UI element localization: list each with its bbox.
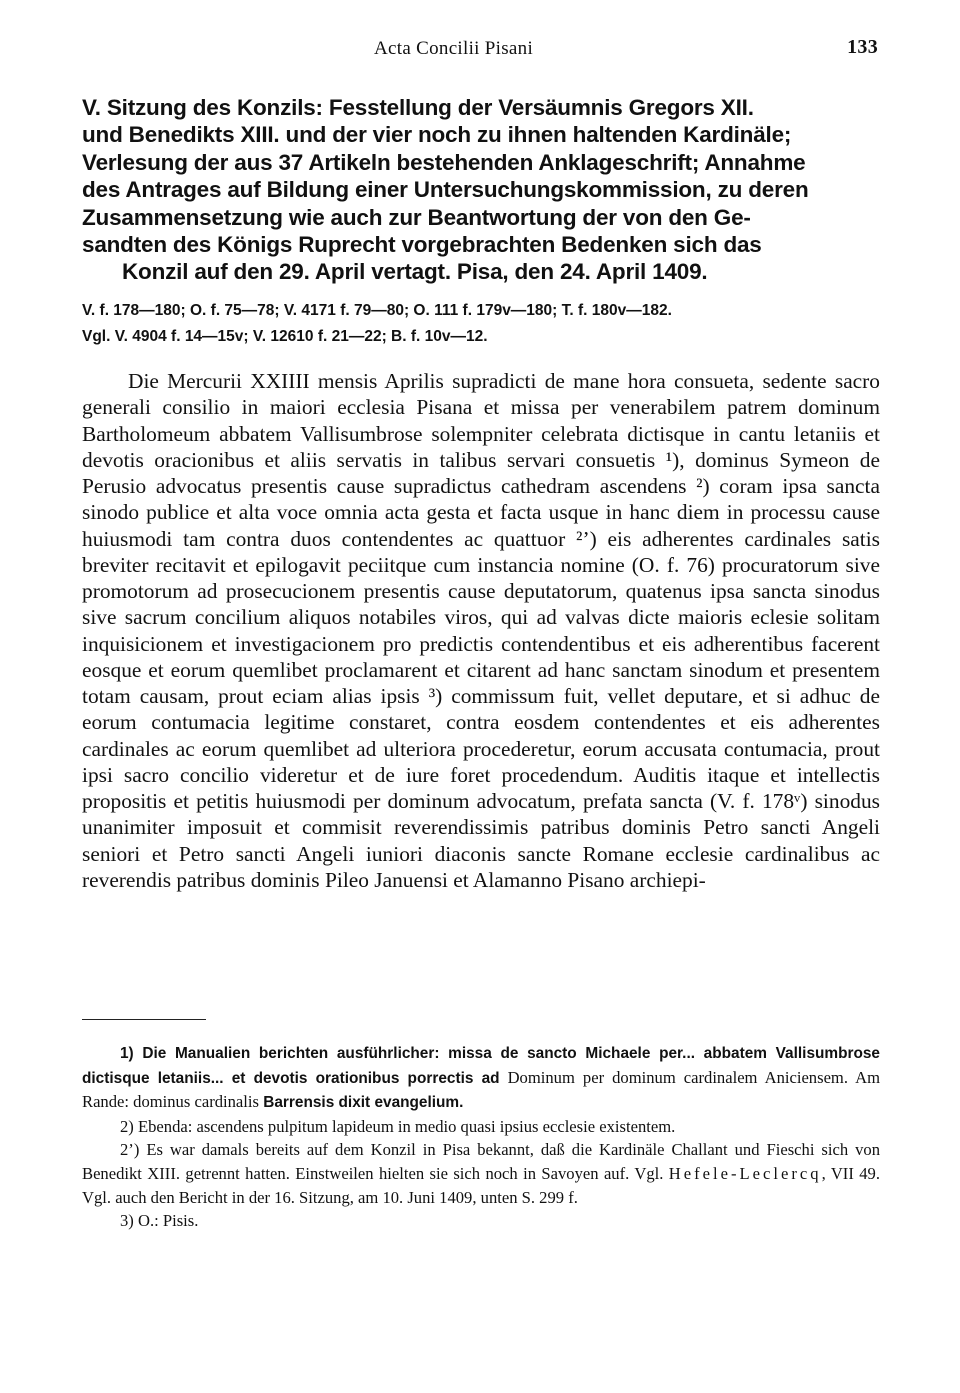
sources-line: Vgl. V. 4904 f. 14—15v; V. 12610 f. 21—22; B. f. 10v—12. <box>82 328 488 345</box>
footnote-2-prime-text-end: , VII 49. Vgl. auch den Bericht in der 16. Sitzung, am 10. Juni 1409, unten S. 299 f. <box>82 1163 880 1207</box>
heading-line: V. Sitzung des Konzils: Fesstellung der Versäumnis Gregors XII. <box>82 95 754 120</box>
heading-line: des Antrages auf Bildung einer Untersuchungskommission, zu deren <box>82 177 809 203</box>
author-reference: Hefele-Leclercq <box>668 1163 822 1183</box>
heading-line: und Benedikts XIII. und der vier noch zu ihnen haltenden Kardinäle; <box>82 122 792 148</box>
running-title: Acta Concilii Pisani <box>374 38 534 59</box>
footnote-1-text: Dominum per dominum cardinalem Aniciensem. Am Rande: dominus cardinalis <box>82 1067 880 1112</box>
body-paragraph: Die Mercurii XXIIII mensis Aprilis supradicti de mane hora consueta, sedente sacro generali consilio in maiori ecclesia Pisana et missa per venerabilem patrem dominum Bartholomeum abbatem Vallisumbrose solempniter celebrata dictisque in cantu letaniis et devotis oracionibus et aliis servatis in talibus servari consuetis ¹), dominus Symeon de Perusio advocatus presentis cause supradictus cathedram ascendens ²) coram ipsa sancta sinodo publice et alta voce omnia acta gesta et facta usque in hanc diem in processu cause huiusmodi tam contra duos contendentes ac quattuor ²’) eis adherentes cardinales satis breviter recitavit et epilogavit peciitque cum instancia nomine (O. f. 76) procuratorum sive promotorum ad prosecucionem presentis cause deputatorum, quatenus ipsa sancta sinodus sive sacrum concilium aliquos notabiles viros, qui ad valvas dicte maioris eclesie solitam inquisicionem et investigacionem pro predictis contendentibus et eis adherentibus facerent eosque et eorum quemlibet proclamarent et citarent ad hanc sanctam sinodum et presentem totam causam, prout eciam alias ipsis ³) commissum fuit, vellet deputare, et si adhuc de eorum contumacia legitime constaret, contra eosdem contendentes et eis adherentes cardinales ac eorum quemlibet ad ulteriora procederetur, eorum accusata contumacia, prout ipsi sacro concilio videretur et de iure foret procedendum. Auditis itaque et intellectis propositis et petitis huiusmodi per dominum advocatum, prefata sancta (V. f. 178ᵛ) sinodus unanimiter imposuit et commisit reverendissimis patribus dominis Petro sancti Angeli seniori et Petro sancti Angeli iuniori diaconis sancte Romane ecclesie cardinalibus ac reverendis patribus dominis Pileo Januensi et Alamanno Pisano archiepi- <box>82 369 880 892</box>
heading-line: Verlesung der aus 37 Artikeln bestehenden Anklageschrift; Annahme <box>82 149 806 175</box>
footnote-1-bold-end: Barrensis dixit evangelium. <box>258 1094 464 1112</box>
heading-line: Zusammensetzung wie auch zur Beantwortung der von den Ge- <box>82 204 751 230</box>
footnotes <box>82 1041 880 1233</box>
page-header <box>82 36 880 66</box>
main-text <box>82 368 880 893</box>
session-heading <box>82 94 880 286</box>
manuscript-sources <box>82 298 880 350</box>
footnote-2-prime <box>82 1138 880 1209</box>
heading-line: sandten des Königs Ruprecht vorgebrachten Bedenken sich das <box>82 232 762 258</box>
footnote-2: 2) Ebenda: ascendens pulpitum lapideum in medio quasi ipsius ecclesie existentem. <box>120 1116 676 1136</box>
footnote-separator <box>82 1019 206 1020</box>
heading-line: Konzil auf den 29. April vertagt. Pisa, den 24. April 1409. <box>122 259 708 285</box>
footnote-3: 3) O.: Pisis. <box>120 1211 199 1231</box>
footnote-1 <box>82 1041 880 1115</box>
page-number: 133 <box>847 36 878 58</box>
sources-line: V. f. 178—180; O. f. 75—78; V. 4171 f. 79—80; O. 111 f. 179v—180; T. f. 180v—182. <box>82 302 672 319</box>
footnote-2-prime-text: 2’) Es war damals bereits auf dem Konzil in Pisa bekannt, daß die Kardinäle Challant und Fieschi sich von Benedikt XIII. getrennt hatten. Einstweilen hielten sie sich noch in Savoyen auf. Vgl. <box>82 1140 880 1183</box>
footnote-1-bold-text: 1) Die Manualien berichten ausführlicher: missa de sancto Michaele per... abbatem Vallisumbrose dictisque letaniis... et devotis orationibus porrectis ad <box>82 1045 880 1087</box>
